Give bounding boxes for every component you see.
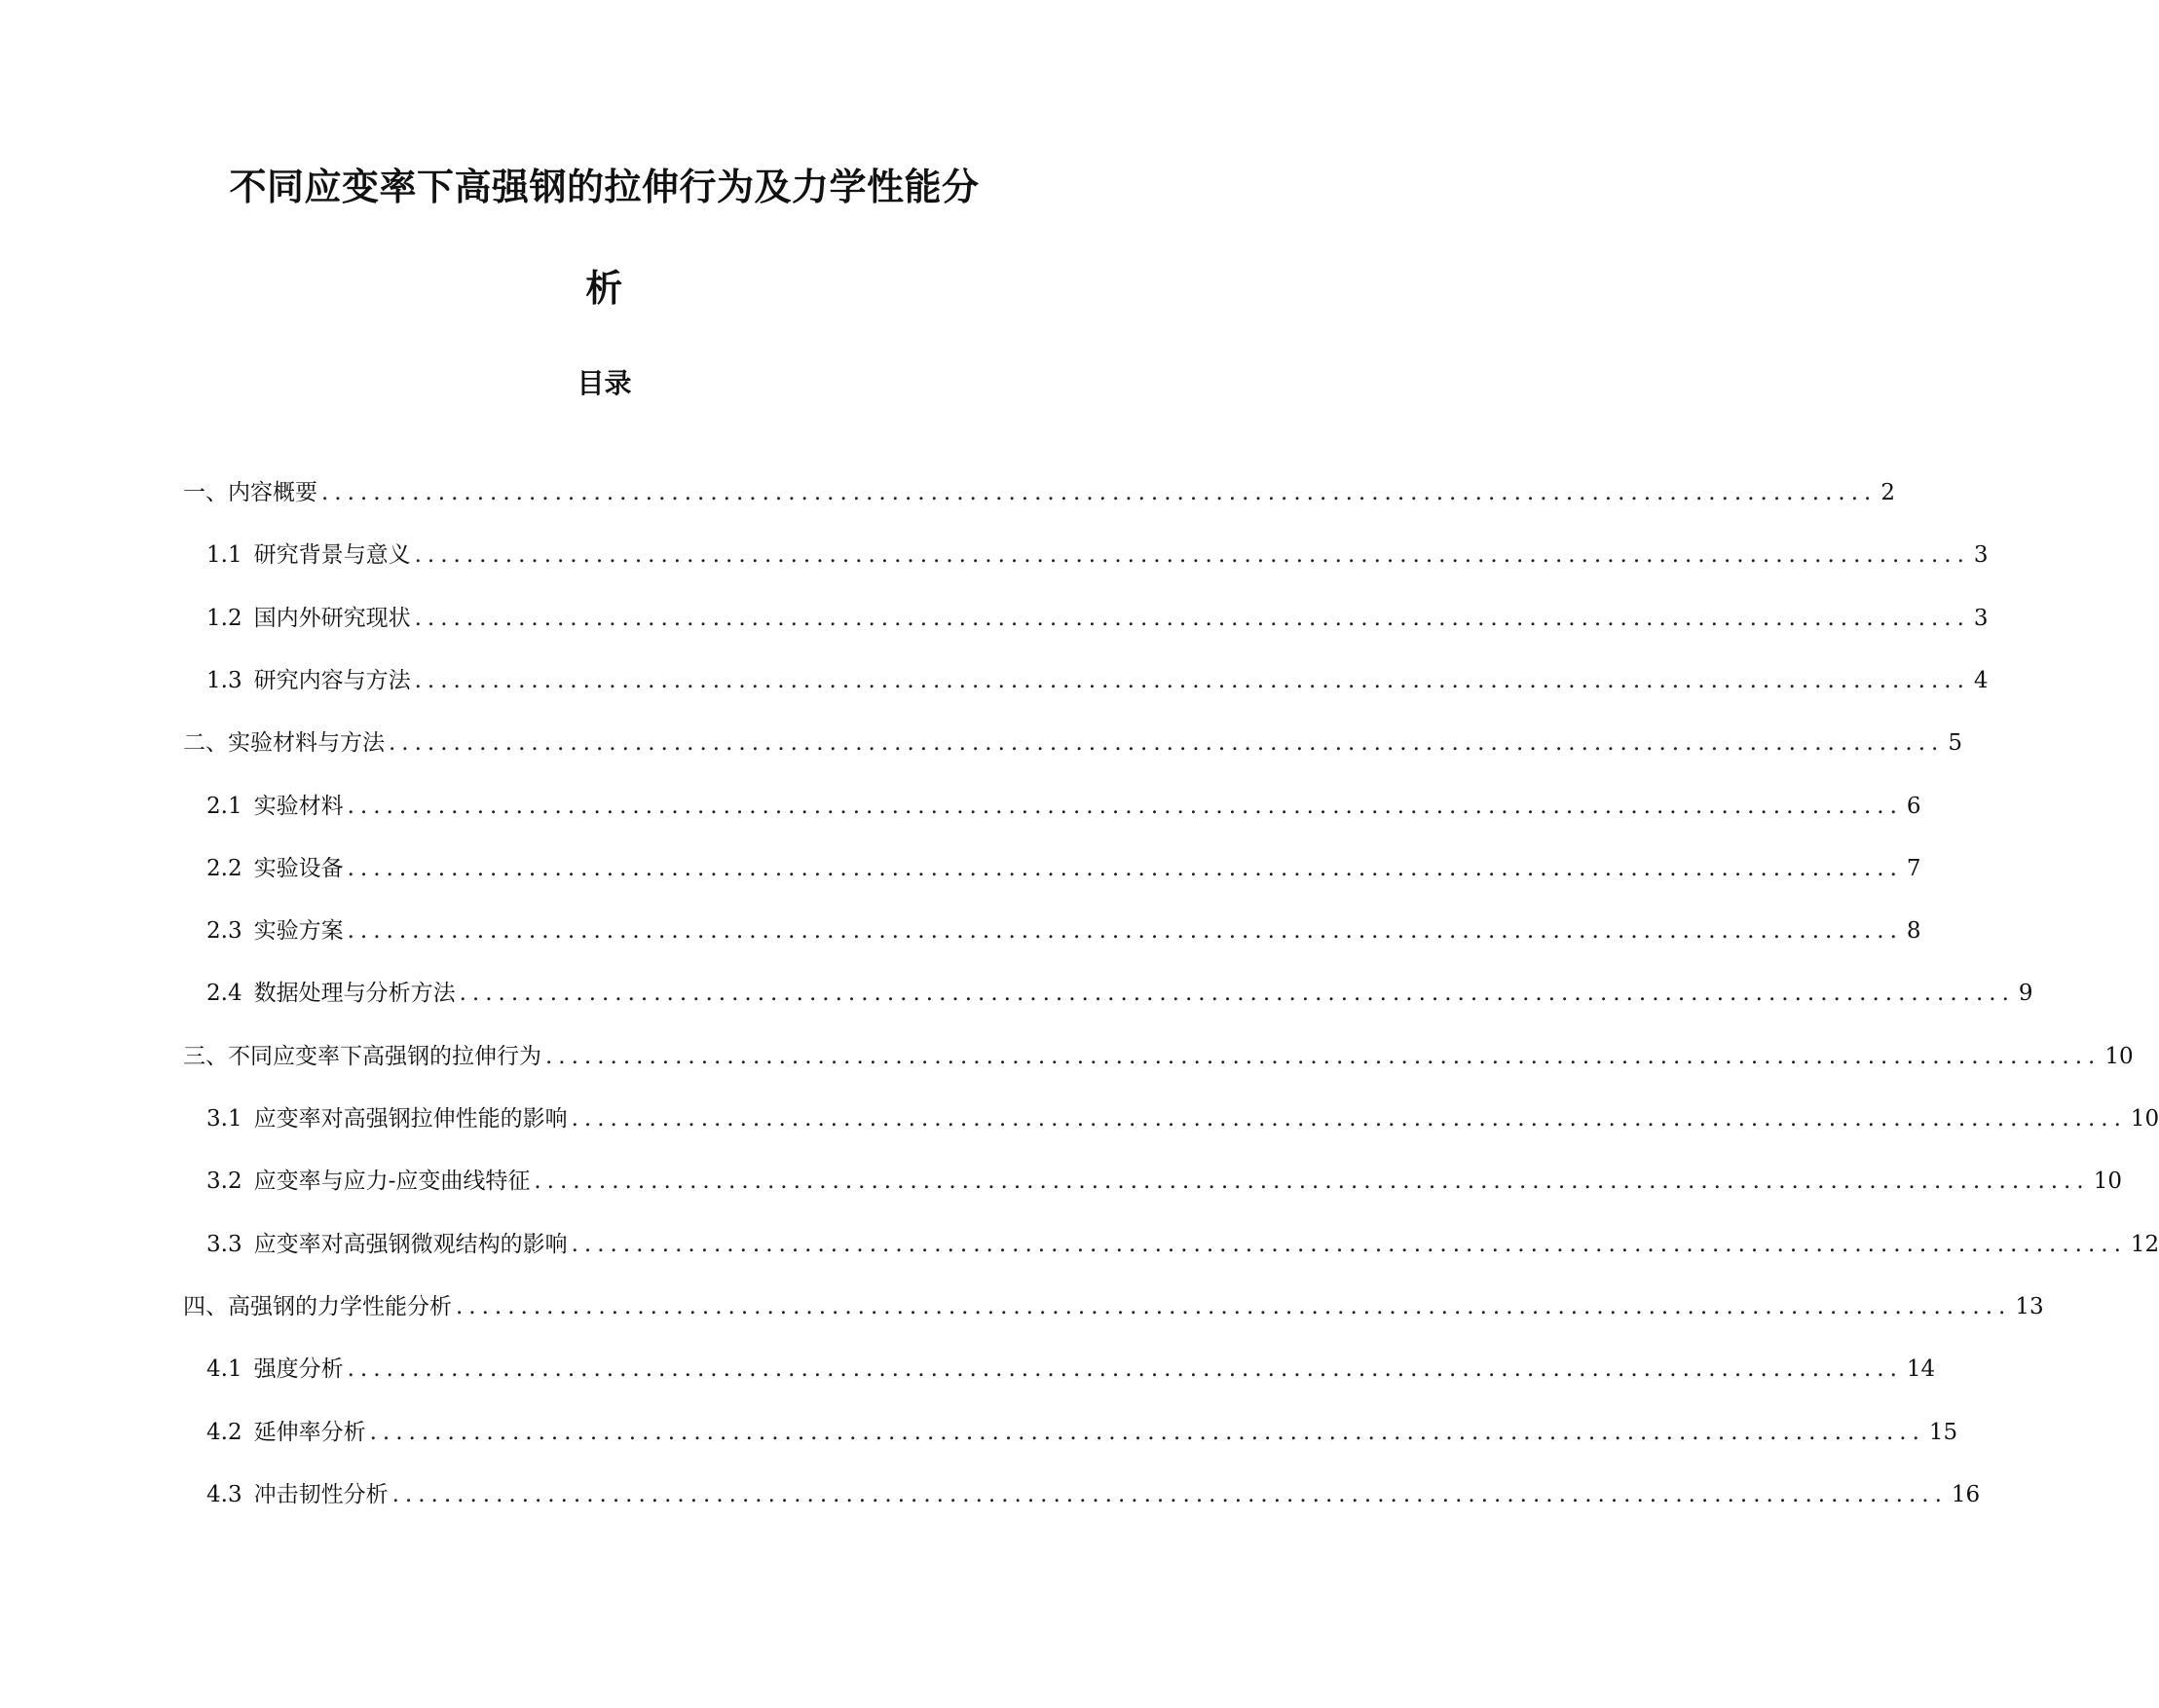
toc-entry-number: 4.1 — [206, 1356, 242, 1383]
toc-subsection-entry[interactable] — [206, 1225, 2159, 1264]
toc-section-entry[interactable] — [183, 1037, 2134, 1076]
toc-entry-label — [206, 599, 411, 638]
toc-entry-number: 4.2 — [206, 1419, 242, 1445]
toc-entry-title: 研究背景与意义 — [253, 542, 411, 569]
toc-subsection-entry[interactable] — [206, 1475, 1981, 1514]
toc-entry-label — [183, 1287, 452, 1326]
toc-page-number: 9 — [2018, 981, 2033, 1007]
toc-entry-title: 冲击韧性分析 — [253, 1481, 389, 1507]
toc-leader-dots: ........................................................................................................................ — [414, 542, 1970, 569]
toc-entry-label — [206, 536, 411, 575]
toc-entry-title: 实验材料 — [253, 793, 344, 819]
toc-entry-label — [206, 1413, 366, 1452]
toc-page-number: 10 — [2104, 1043, 2134, 1069]
toc-subsection-entry[interactable] — [206, 1413, 1958, 1452]
toc-page-number: 6 — [1906, 793, 1921, 819]
toc-entry-label — [206, 1225, 568, 1264]
toc-entry-title: 应变率对高强钢拉伸性能的影响 — [253, 1106, 568, 1132]
toc-entry-title: 实验方案 — [253, 918, 344, 945]
toc-entry-title: 四、高强钢的力学性能分析 — [183, 1293, 452, 1319]
toc-entry-title: 应变率对高强钢微观结构的影响 — [253, 1231, 568, 1257]
toc-leader-dots: ........................................................................................................................ — [414, 605, 1970, 631]
toc-entry-title: 延伸率分析 — [253, 1419, 366, 1445]
toc-entry-number: 1.1 — [206, 542, 242, 569]
toc-leader-dots: ........................................................................................................................ — [456, 1293, 2012, 1319]
toc-page-number: 7 — [1906, 855, 1921, 881]
toc-entry-label — [206, 1099, 568, 1138]
toc-page-number: 15 — [1928, 1419, 1958, 1445]
toc-leader-dots: ........................................................................................................................ — [347, 855, 1903, 881]
toc-subsection-entry[interactable] — [206, 536, 1989, 575]
toc-entry-number: 2.3 — [206, 918, 242, 945]
toc-entry-label — [206, 1475, 389, 1514]
toc-subsection-entry[interactable] — [206, 599, 1989, 638]
toc-entry-title: 强度分析 — [253, 1356, 344, 1383]
title-line-1: 不同应变率下高强钢的拉伸行为及力学性能分 — [229, 166, 980, 208]
toc-entry-label — [206, 661, 411, 700]
toc-leader-dots: ........................................................................................................................ — [534, 1169, 2090, 1195]
toc-heading: 目录 — [577, 367, 632, 399]
toc-entry-label — [206, 974, 456, 1013]
toc-leader-dots: ........................................................................................................................ — [369, 1419, 1925, 1445]
toc-entry-label — [206, 1350, 344, 1389]
toc-leader-dots: ........................................................................................................................ — [545, 1043, 2102, 1069]
toc-subsection-entry[interactable] — [206, 1099, 2159, 1138]
toc-page-number: 10 — [2093, 1169, 2122, 1195]
toc-entry-title: 研究内容与方法 — [253, 667, 411, 693]
toc-page-number: 8 — [1906, 918, 1921, 945]
page-title — [195, 136, 1014, 339]
toc-page-number: 3 — [1973, 542, 1989, 569]
toc-entry-number: 1.3 — [206, 667, 242, 693]
toc-entry-title: 实验设备 — [253, 855, 344, 881]
toc-entry-number: 3.3 — [206, 1231, 242, 1257]
toc-leader-dots: ........................................................................................................................ — [347, 1356, 1903, 1383]
toc-entry-title: 国内外研究现状 — [253, 605, 411, 631]
toc-subsection-entry[interactable] — [206, 849, 1921, 888]
toc-section-entry[interactable] — [183, 1287, 2044, 1326]
toc-leader-dots: ........................................................................................................................ — [347, 793, 1903, 819]
toc-entry-label — [206, 787, 344, 826]
toc-leader-dots: ........................................................................................................................ — [459, 981, 2015, 1007]
toc-page-number: 5 — [1948, 730, 1962, 757]
toc-page-number: 14 — [1906, 1356, 1936, 1383]
toc-entry-title: 数据处理与分析方法 — [253, 981, 456, 1007]
toc-entry-number: 4.3 — [206, 1481, 242, 1507]
toc-subsection-entry[interactable] — [206, 911, 1921, 950]
toc-entry-label — [183, 1037, 541, 1076]
toc-subsection-entry[interactable] — [206, 974, 2033, 1013]
toc-entry-number: 2.4 — [206, 981, 242, 1007]
toc-entry-number: 2.2 — [206, 855, 242, 881]
toc-leader-dots: ........................................................................................................................ — [391, 1481, 1948, 1507]
toc-entry-title: 应变率与应力-应变曲线特征 — [253, 1169, 531, 1195]
toc-entry-title: 一、内容概要 — [183, 480, 317, 505]
toc-leader-dots: ........................................................................................................................ — [347, 918, 1903, 945]
toc-page-number: 10 — [2130, 1106, 2159, 1132]
toc-subsection-entry[interactable] — [206, 1350, 1936, 1389]
toc-page-number: 16 — [1951, 1481, 1981, 1507]
toc-leader-dots: ........................................................................................................................ — [571, 1231, 2127, 1257]
toc-entry-label — [206, 849, 344, 888]
toc-leader-dots: ........................................................................................................................ — [321, 480, 1878, 505]
toc-entry-number: 3.1 — [206, 1106, 242, 1132]
toc-subsection-entry[interactable] — [206, 787, 1921, 826]
toc-page-number: 12 — [2130, 1231, 2159, 1257]
toc-entry-number: 1.2 — [206, 605, 242, 631]
toc-entry-label — [206, 1162, 530, 1201]
toc-subsection-entry[interactable] — [206, 1162, 2122, 1201]
toc-page-number: 3 — [1973, 605, 1989, 631]
toc-entry-number: 2.1 — [206, 793, 242, 819]
toc-page-number: 13 — [2015, 1293, 2044, 1319]
toc-section-entry[interactable] — [183, 473, 1895, 512]
toc-leader-dots: ........................................................................................................................ — [571, 1106, 2127, 1132]
toc-leader-dots: ........................................................................................................................ — [389, 730, 1945, 757]
title-line-2: 析 — [585, 267, 623, 310]
toc-leader-dots: ........................................................................................................................ — [414, 667, 1970, 693]
toc-entry-label — [183, 473, 317, 512]
toc-entry-title: 三、不同应变率下高强钢的拉伸行为 — [183, 1043, 541, 1069]
toc-page-number: 2 — [1880, 480, 1895, 505]
toc-entry-label — [206, 911, 344, 950]
toc-subsection-entry[interactable] — [206, 661, 1989, 700]
toc-page-number: 4 — [1973, 667, 1989, 693]
toc-entry-label — [183, 724, 385, 762]
toc-section-entry[interactable] — [183, 724, 1962, 762]
toc-entry-title: 二、实验材料与方法 — [183, 730, 385, 757]
toc-entry-number: 3.2 — [206, 1169, 242, 1195]
